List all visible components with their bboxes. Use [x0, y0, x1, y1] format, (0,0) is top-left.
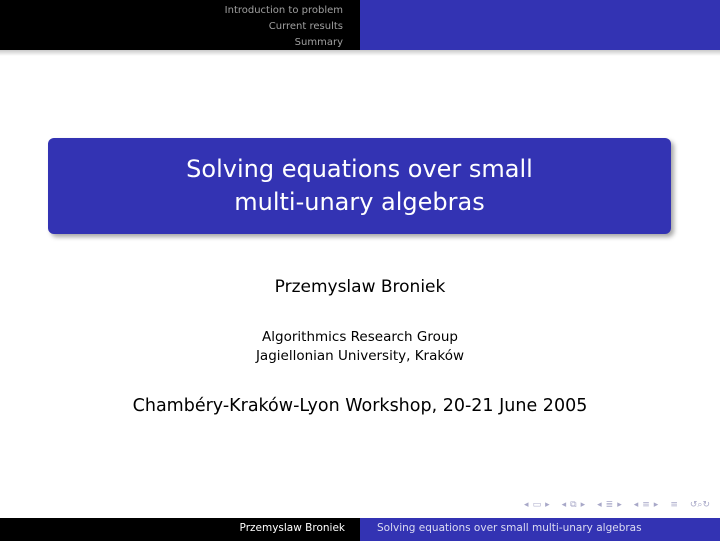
footer-right — [360, 518, 720, 541]
institute-line-1: Algorithmics Research Group — [262, 329, 458, 345]
slide-prev-icon[interactable]: ◂ — [524, 500, 529, 510]
header-shadow — [0, 50, 720, 56]
institute-line-2: Jagiellonian University, Kraków — [255, 348, 465, 364]
footer-bar — [0, 518, 720, 541]
event: Chambéry-Kraków-Lyon Workshop, 20-21 June 2005 — [132, 396, 588, 416]
slide-title — [150, 153, 570, 219]
author: Przemyslaw Broniek — [274, 277, 446, 297]
header-left — [0, 0, 360, 50]
footer-author: Przemyslaw Broniek — [239, 522, 345, 534]
navigation-symbols — [522, 498, 712, 512]
nav-item-introduction[interactable]: Introduction to problem — [224, 5, 343, 16]
subsection-nav-icon[interactable]: ≣ — [605, 500, 614, 510]
section-nav-icon[interactable]: ≡ — [642, 500, 650, 510]
frame-nav-icon[interactable]: ⧉ — [570, 500, 577, 510]
title-box — [48, 138, 671, 234]
title-line-1: Solving equations over small — [186, 155, 533, 183]
slide-next-icon[interactable]: ▸ — [545, 500, 550, 510]
section-navigation — [225, 3, 343, 51]
header-right — [360, 0, 720, 50]
institute — [0, 328, 720, 366]
section-prev-icon[interactable]: ◂ — [633, 500, 639, 510]
nav-item-summary[interactable]: Summary — [294, 37, 343, 48]
frame-next-icon[interactable]: ▸ — [580, 500, 586, 510]
search-icon[interactable]: ↺⌕↻ — [689, 500, 710, 510]
header-bar — [0, 0, 720, 50]
section-next-icon[interactable]: ▸ — [653, 500, 659, 510]
slide-nav-icon[interactable]: ▭ — [532, 500, 542, 510]
appendix-icon[interactable]: ≡ — [670, 500, 678, 510]
footer-left — [0, 518, 360, 541]
subsection-next-icon[interactable]: ▸ — [617, 500, 622, 510]
subsection-prev-icon[interactable]: ◂ — [597, 500, 602, 510]
title-line-2: multi-unary algebras — [234, 188, 485, 216]
nav-item-current-results[interactable]: Current results — [268, 21, 343, 32]
footer-title: Solving equations over small multi-unary algebras — [377, 522, 642, 534]
frame-prev-icon[interactable]: ◂ — [561, 500, 567, 510]
